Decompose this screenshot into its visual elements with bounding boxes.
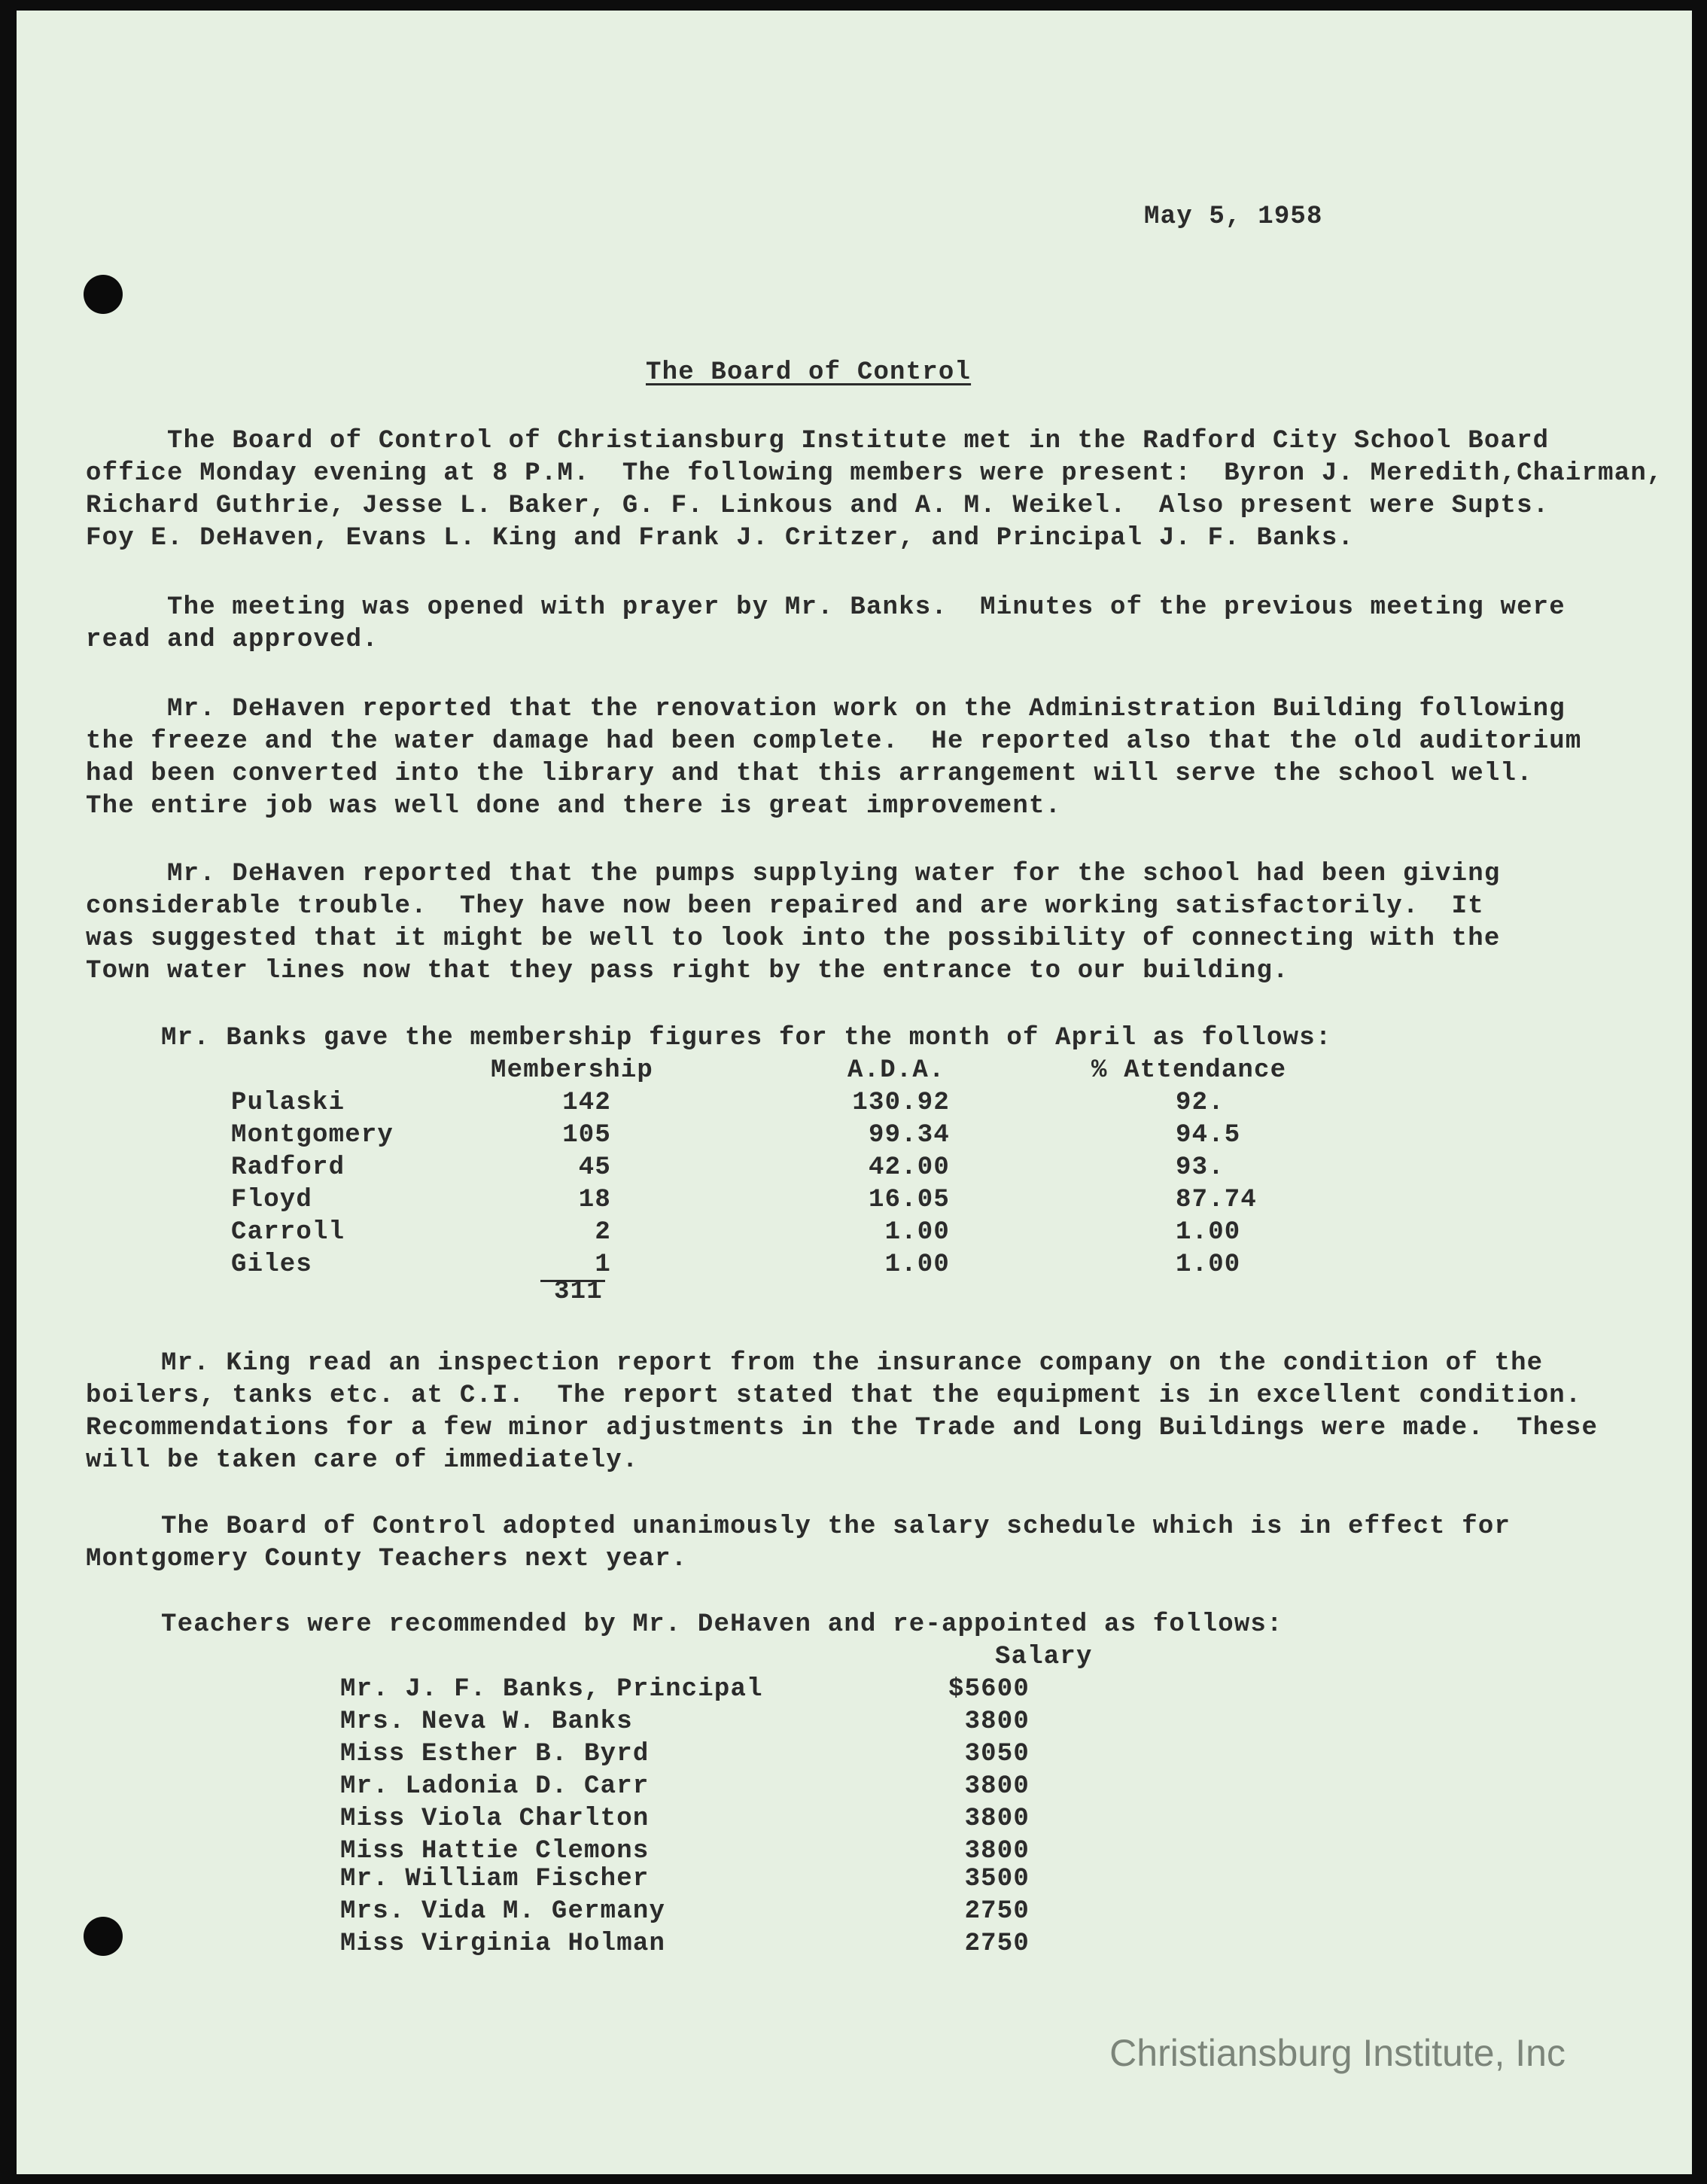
table-cell-ada: 130.92 — [852, 1089, 950, 1117]
teacher-name: Miss Esther B. Byrd — [340, 1740, 650, 1768]
teacher-name: Mrs. Vida M. Germany — [340, 1897, 666, 1926]
paragraph-line: boilers, tanks etc. at C.I. The report stated that the equipment is in excellent condition. — [86, 1381, 1582, 1410]
paragraph-line: The Board of Control adopted unanimously the salary schedule which is in effect for — [161, 1512, 1511, 1541]
teacher-salary: 3500 — [964, 1865, 1030, 1893]
table-cell-membership: 18 — [578, 1186, 611, 1214]
table-cell-county: Montgomery — [231, 1121, 394, 1150]
table-cell-ada: 1.00 — [884, 1218, 950, 1247]
table-cell-county: Giles — [231, 1250, 313, 1279]
table-cell-ada: 1.00 — [884, 1250, 950, 1279]
paragraph-line: the freeze and the water damage had been complete. He reported also that the old auditorium — [86, 727, 1582, 756]
punch-hole-top — [84, 275, 123, 314]
teacher-name: Mr. Ladonia D. Carr — [340, 1772, 650, 1801]
teacher-name: Mr. William Fischer — [340, 1865, 650, 1893]
teacher-name: Mrs. Neva W. Banks — [340, 1707, 633, 1736]
table-cell-membership: 105 — [562, 1121, 611, 1150]
paragraph-line: Teachers were recommended by Mr. DeHaven and re-appointed as follows: — [161, 1610, 1283, 1639]
paragraph-line: was suggested that it might be well to look into the possibility of connecting with the — [86, 924, 1501, 953]
paragraph-line: office Monday evening at 8 P.M. The following members were present: Byron J. Meredith,Chairman, — [86, 459, 1663, 488]
paragraph-line: read and approved. — [86, 626, 379, 654]
column-header-attendance: % Attendance — [1091, 1056, 1287, 1085]
teacher-salary: $5600 — [948, 1675, 1030, 1704]
paragraph-line: Richard Guthrie, Jesse L. Baker, G. F. Linkous and A. M. Weikel. Also present were Supts. — [86, 492, 1550, 520]
teacher-name: Miss Hattie Clemons — [340, 1837, 650, 1866]
teacher-salary: 3800 — [964, 1772, 1030, 1801]
teacher-salary: 2750 — [964, 1930, 1030, 1958]
table-cell-attendance: 92. — [1176, 1089, 1225, 1117]
teacher-name: Miss Virginia Holman — [340, 1930, 666, 1958]
table-cell-attendance: 94.5 — [1176, 1121, 1241, 1150]
document-page — [17, 11, 1692, 2174]
page-title: The Board of Control — [646, 358, 972, 387]
paragraph-line: Mr. DeHaven reported that the pumps supplying water for the school had been giving — [167, 860, 1501, 888]
table-cell-county: Floyd — [231, 1186, 313, 1214]
paragraph-line: Recommendations for a few minor adjustments in the Trade and Long Buildings were made. These — [86, 1414, 1599, 1442]
table-cell-attendance: 87.74 — [1176, 1186, 1258, 1214]
teacher-salary: 3800 — [964, 1707, 1030, 1736]
column-header-ada: A.D.A. — [847, 1056, 945, 1085]
table-cell-ada: 42.00 — [868, 1153, 950, 1182]
table-cell-county: Radford — [231, 1153, 345, 1182]
punch-hole-bottom — [84, 1917, 123, 1956]
paragraph-line: will be taken care of immediately. — [86, 1446, 639, 1475]
table-cell-membership: 1 — [595, 1250, 611, 1279]
paragraph-line: The Board of Control of Christiansburg Institute met in the Radford City School Board — [167, 427, 1550, 455]
teacher-name: Miss Viola Charlton — [340, 1805, 650, 1833]
table-cell-attendance: 93. — [1176, 1153, 1225, 1182]
table-cell-county: Carroll — [231, 1218, 345, 1247]
table-cell-ada: 99.34 — [868, 1121, 950, 1150]
table-cell-membership: 142 — [562, 1089, 611, 1117]
teacher-name: Mr. J. F. Banks, Principal — [340, 1675, 763, 1704]
paragraph-line: had been converted into the library and that this arrangement will serve the school well. — [86, 760, 1533, 788]
membership-total: 311 — [554, 1278, 603, 1306]
column-header-salary: Salary — [995, 1643, 1093, 1671]
paragraph-line: The entire job was well done and there is great improvement. — [86, 792, 1062, 821]
paragraph-line: Mr. Banks gave the membership figures for the month of April as follows: — [161, 1024, 1332, 1052]
letter-date: May 5, 1958 — [1144, 203, 1323, 231]
teacher-salary: 3800 — [964, 1805, 1030, 1833]
table-cell-ada: 16.05 — [868, 1186, 950, 1214]
table-cell-membership: 2 — [595, 1218, 611, 1247]
column-header-membership: Membership — [491, 1056, 654, 1085]
teacher-salary: 3050 — [964, 1740, 1030, 1768]
paragraph-line: Foy E. DeHaven, Evans L. King and Frank J. Critzer, and Principal J. F. Banks. — [86, 524, 1355, 553]
paragraph-line: The meeting was opened with prayer by Mr. Banks. Minutes of the previous meeting were — [167, 593, 1566, 622]
paragraph-line: Mr. DeHaven reported that the renovation work on the Administration Building following — [167, 695, 1566, 723]
paragraph-line: Montgomery County Teachers next year. — [86, 1545, 688, 1573]
table-cell-attendance: 1.00 — [1176, 1218, 1241, 1247]
paragraph-line: considerable trouble. They have now been repaired and are working satisfactorily. It — [86, 892, 1484, 921]
table-cell-county: Pulaski — [231, 1089, 345, 1117]
paragraph-line: Town water lines now that they pass right by the entrance to our building. — [86, 957, 1289, 985]
table-cell-membership: 45 — [578, 1153, 611, 1182]
teacher-salary: 3800 — [964, 1837, 1030, 1866]
archive-watermark: Christiansburg Institute, Inc — [1109, 2032, 1566, 2074]
teacher-salary: 2750 — [964, 1897, 1030, 1926]
paragraph-line: Mr. King read an inspection report from the insurance company on the condition of the — [161, 1349, 1544, 1378]
table-cell-attendance: 1.00 — [1176, 1250, 1241, 1279]
